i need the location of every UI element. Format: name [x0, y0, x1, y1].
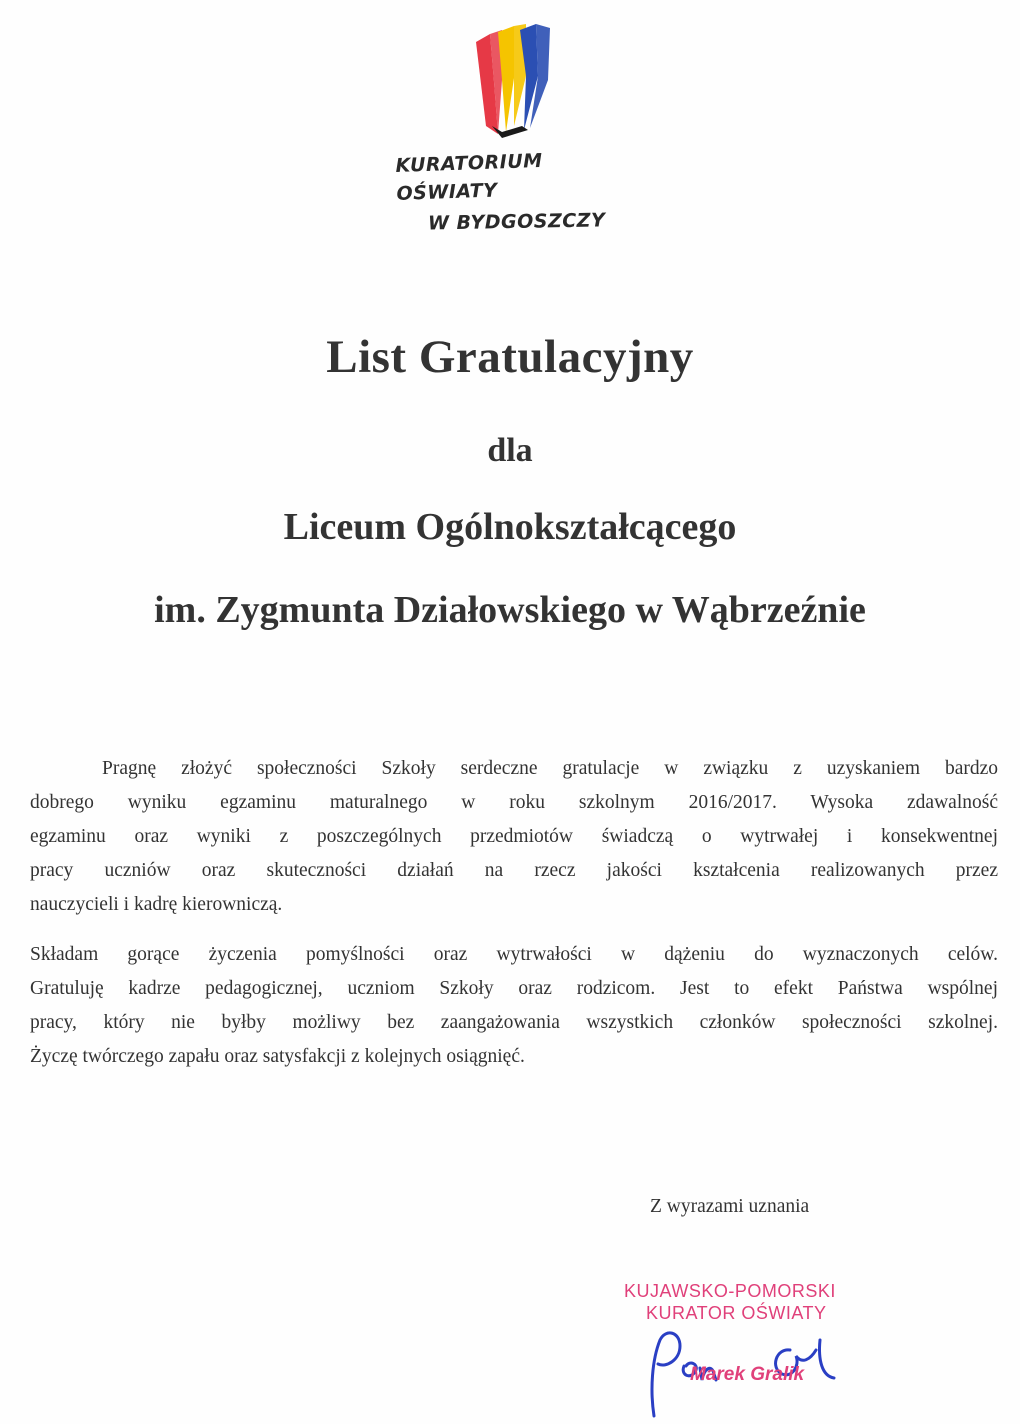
paragraph-2-line-1: Składam gorące życzenia pomyślności oraz wytrwałości w dążeniu do wyznaczonych celów.	[30, 944, 998, 965]
letter-title: List Gratulacyjny	[326, 331, 694, 383]
paragraph-1-line-5: nauczycieli i kadrę kierowniczą.	[30, 894, 283, 915]
logo-text-line2: W BYDGOSZCZY	[427, 209, 606, 235]
paragraph-1-line-3: egzaminu oraz wyniki z poszczególnych przedmiotów świadczą o wytrwałej i konsekwentnej	[30, 826, 998, 847]
kuratorium-logo-icon	[468, 22, 558, 142]
paragraph-1-line-4: pracy uczniów oraz skuteczności działań na rzecz jakości kształcenia realizowanych przez	[30, 860, 998, 881]
paragraph-2-line-2: Gratuluję kadrze pedagogicznej, uczniom Szkoły oraz rodzicom. Jest to efekt Państwa wspólnej	[30, 978, 998, 999]
stamp-line2: KURATOR OŚWIATY	[646, 1303, 827, 1323]
stamp-line1: KUJAWSKO-POMORSKI	[624, 1281, 836, 1301]
paragraph-2-line-4: Życzę twórczego zapału oraz satysfakcji z kolejnych osiągnięć.	[30, 1046, 525, 1067]
school-name-line1: Liceum Ogólnokształcącego	[283, 506, 737, 548]
paragraph-1-line-1: Pragnę złożyć społeczności Szkoły serdeczne gratulacje w związku z uzyskaniem bardzo	[102, 758, 998, 779]
paragraph-2-line-3: pracy, który nie byłby możliwy bez zaangażowania wszystkich członków społeczności szkolnej.	[30, 1012, 998, 1033]
stamp-signatory-name: Marek Gralik	[690, 1364, 805, 1385]
letter-recipient-prefix: dla	[487, 432, 533, 469]
closing-phrase: Z wyrazami uznania	[650, 1196, 810, 1217]
logo-text	[395, 149, 626, 236]
logo-text-line1: KURATORIUM OŚWIATY	[395, 149, 543, 205]
official-stamp	[624, 1280, 894, 1324]
school-name-line2: im. Zygmunta Działowskiego w Wąbrzeźnie	[154, 589, 866, 631]
paragraph-1-line-2: dobrego wyniku egzaminu maturalnego w roku szkolnym 2016/2017. Wysoka zdawalność	[30, 792, 998, 813]
